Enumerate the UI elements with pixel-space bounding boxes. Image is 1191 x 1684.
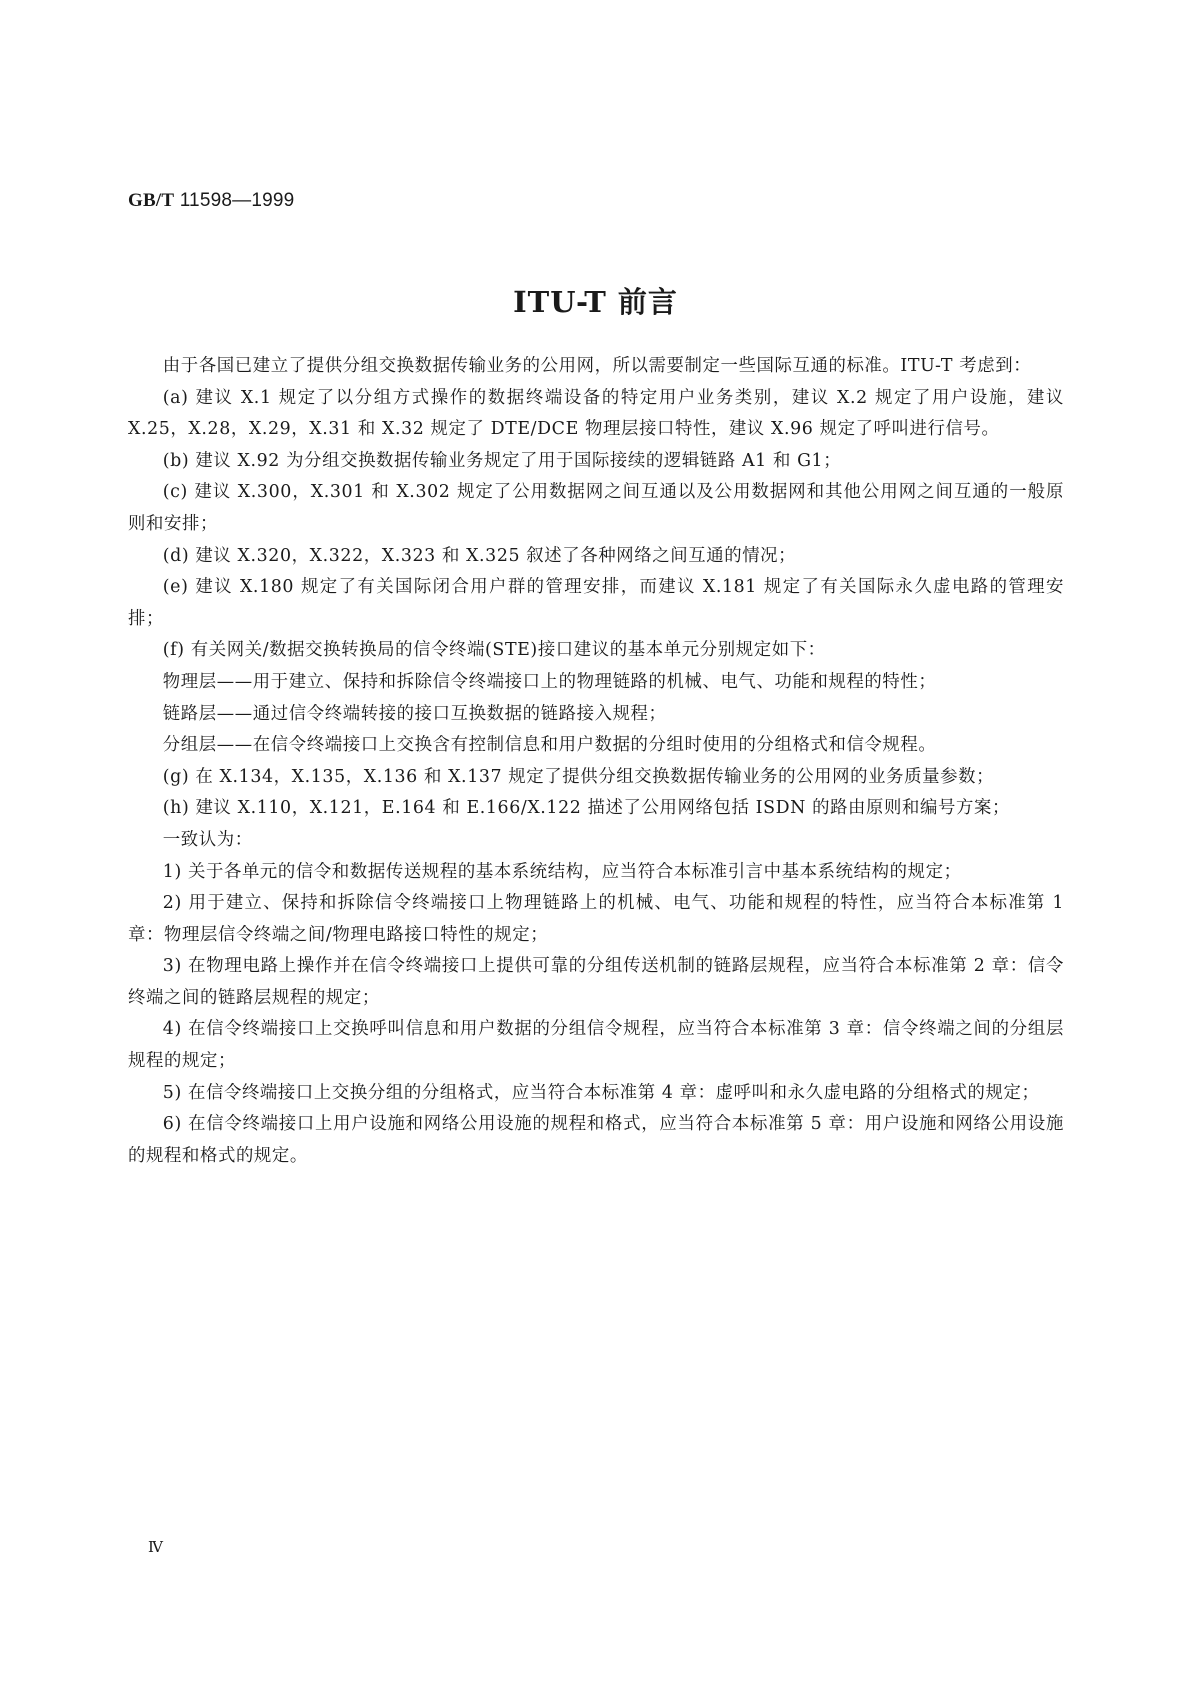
paragraph-a: (a) 建议 X.1 规定了以分组方式操作的数据终端设备的特定用户业务类别，建议 X.2 规定了用户设施，建议 X.25，X.28，X.29，X.31 和 X.32 规定了 DTE/DCE 物理层接口特性，建议 X.96 规定了呼叫进行信号。 (128, 387, 1064, 440)
standard-code: 11598—1999 (179, 190, 295, 211)
paragraph-item-5: 5) 在信令终端接口上交换分组的分组格式，应当符合本标准第 4 章：虚呼叫和永久虚电路的分组格式的规定； (162, 1082, 1040, 1103)
paragraph-item-3: 3) 在物理电路上操作并在信令终端接口上提供可靠的分组传送机制的链路层规程，应当符合本标准第 2 章：信令终端之间的链路层规程的规定； (128, 956, 1064, 1008)
paragraph-b: (b) 建议 X.92 为分组交换数据传输业务规定了用于国际接续的逻辑链路 A1 和 G1； (162, 450, 842, 471)
paragraph-h: (h) 建议 X.110，X.121，E.164 和 E.166/X.122 描述了公用网络包括 ISDN 的路由原则和编号方案； (162, 798, 1010, 819)
paragraph-f: (f) 有关网关/数据交换转换局的信令终端(STE)接口建议的基本单元分别规定如下： (162, 640, 826, 661)
preface-body (128, 351, 1064, 1172)
page-title: ITU-T 前言 (513, 285, 678, 319)
paragraph-item-2: 2) 用于建立、保持和拆除信令终端接口上物理链路上的机械、电气、功能和规程的特性，应当符合本标准第 1 章：物理层信令终端之间/物理电路接口特性的规定； (128, 893, 1064, 945)
standard-number (128, 190, 294, 212)
paragraph-c: (c) 建议 X.300，X.301 和 X.302 规定了公用数据网之间互通以及公用数据网和其他公用网之间互通的一般原则和安排； (128, 482, 1064, 534)
paragraph-item-4: 4) 在信令终端接口上交换呼叫信息和用户数据的分组信令规程，应当符合本标准第 3 章：信令终端之间的分组层规程的规定； (128, 1019, 1064, 1072)
paragraph-physical-layer: 物理层——用于建立、保持和拆除信令终端接口上的物理链路的机械、电气、功能和规程的特性； (162, 671, 937, 692)
paragraph-link-layer: 链路层——通过信令终端转接的接口互换数据的链路接入规程； (162, 703, 667, 724)
paragraph-agreement: 一致认为： (162, 829, 253, 850)
paragraph-item-1: 1) 关于各单元的信令和数据传送规程的基本系统结构，应当符合本标准引言中基本系统结构的规定； (162, 861, 962, 882)
page-number: Ⅳ (148, 1538, 163, 1556)
paragraph-intro: 由于各国已建立了提供分组交换数据传输业务的公用网，所以需要制定一些国际互通的标准。ITU-T 考虑到： (162, 356, 1032, 376)
standard-prefix: GB/T (128, 190, 175, 211)
paragraph-e: (e) 建议 X.180 规定了有关国际闭合用户群的管理安排，而建议 X.181 规定了有关国际永久虚电路的管理安排； (128, 577, 1064, 629)
paragraph-g: (g) 在 X.134，X.135，X.136 和 X.137 规定了提供分组交换数据传输业务的公用网的业务质量参数； (162, 766, 995, 787)
paragraph-item-6: 6) 在信令终端接口上用户设施和网络公用设施的规程和格式，应当符合本标准第 5 章：用户设施和网络公用设施的规程和格式的规定。 (128, 1114, 1064, 1166)
paragraph-d: (d) 建议 X.320，X.322，X.323 和 X.325 叙述了各种网络之间互通的情况； (162, 545, 797, 566)
paragraph-packet-layer: 分组层——在信令终端接口上交换含有控制信息和用户数据的分组时使用的分组格式和信令规程。 (162, 735, 937, 756)
